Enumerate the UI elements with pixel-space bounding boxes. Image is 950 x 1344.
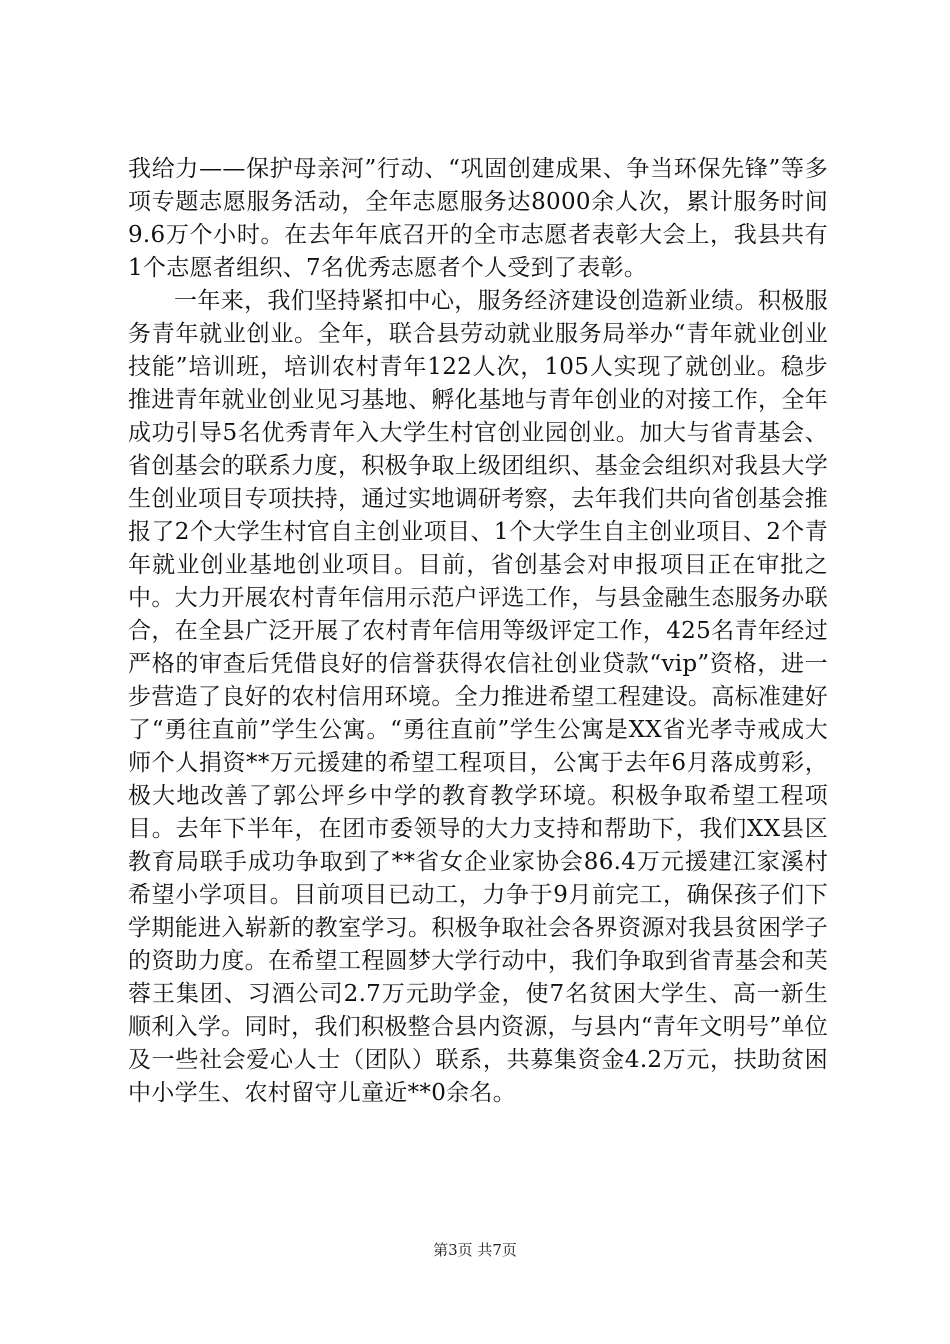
paragraph-2: 一年来，我们坚持紧扣中心，服务经济建设创造新业绩。积极服务青年就业创业。全年，联合县劳动就业服务局举办“青年就业创业技能”培训班，培训农村青年122人次，105人实现了就创业。稳步推进青年就业创业见习基地、孵化基地与青年创业的对接工作，全年成功引导5名优秀青年入大学生村官创业园创业。加大与省青基会、省创基会的联系力度，积极争取上级团组织、基金会组织对我县大学生创业项目专项扶持，通过实地调研考察，去年我们共向省创基会推报了2个大学生村官自主创业项目、1个大学生自主创业项目、2个青年就业创业基地创业项目。目前，省创基会对申报项目正在审批之中。大力开展农村青年信用示范户评选工作，与县金融生态服务办联合，在全县广泛开展了农村青年信用等级评定工作，425名青年经过严格的审查后凭借良好的信誉获得农信社创业贷款“vip”资格，进一步营造了良好的农村信用环境。全力推进希望工程建设。高标准建好了“勇往直前”学生公寓。“勇往直前”学生公寓是XX省光孝寺戒成大师个人捐资**万元援建的希望工程项目，公寓于去年6月落成剪彩，极大地改善了郭公坪乡中学的教育教学环境。积极争取希望工程项目。去年下半年，在团市委领导的大力支持和帮助下，我们XX县区教育局联手成功争取到了**省女企业家协会86.4万元援建江家溪村希望小学项目。目前项目已动工，力争于9月前完工，确保孩子们下学期能进入崭新的教室学习。积极争取社会各界资源对我县贫困学子的资助力度。在希望工程圆梦大学行动中，我们争取到省青基会和芙蓉王集团、习酒公司2.7万元助学金，使7名贫困大学生、高一新生顺利入学。同时，我们积极整合县内资源，与县内“青年文明号”单位及一些社会爱心人士（团队）联系，共募集资金4.2万元，扶助贫困中小学生、农村留守儿童近**0余名。	[128, 288, 828, 1106]
document-body	[128, 153, 828, 1110]
paragraph-1: 我给力——保护母亲河”行动、“巩固创建成果、争当环保先锋”等多项专题志愿服务活动，全年志愿服务达8000余人次，累计服务时间9.6万个小时。在去年年底召开的全市志愿者表彰大会上，我县共有1个志愿者组织、7名优秀志愿者个人受到了表彰。	[128, 156, 828, 281]
page-number-footer: 第3页 共7页	[433, 1241, 517, 1259]
